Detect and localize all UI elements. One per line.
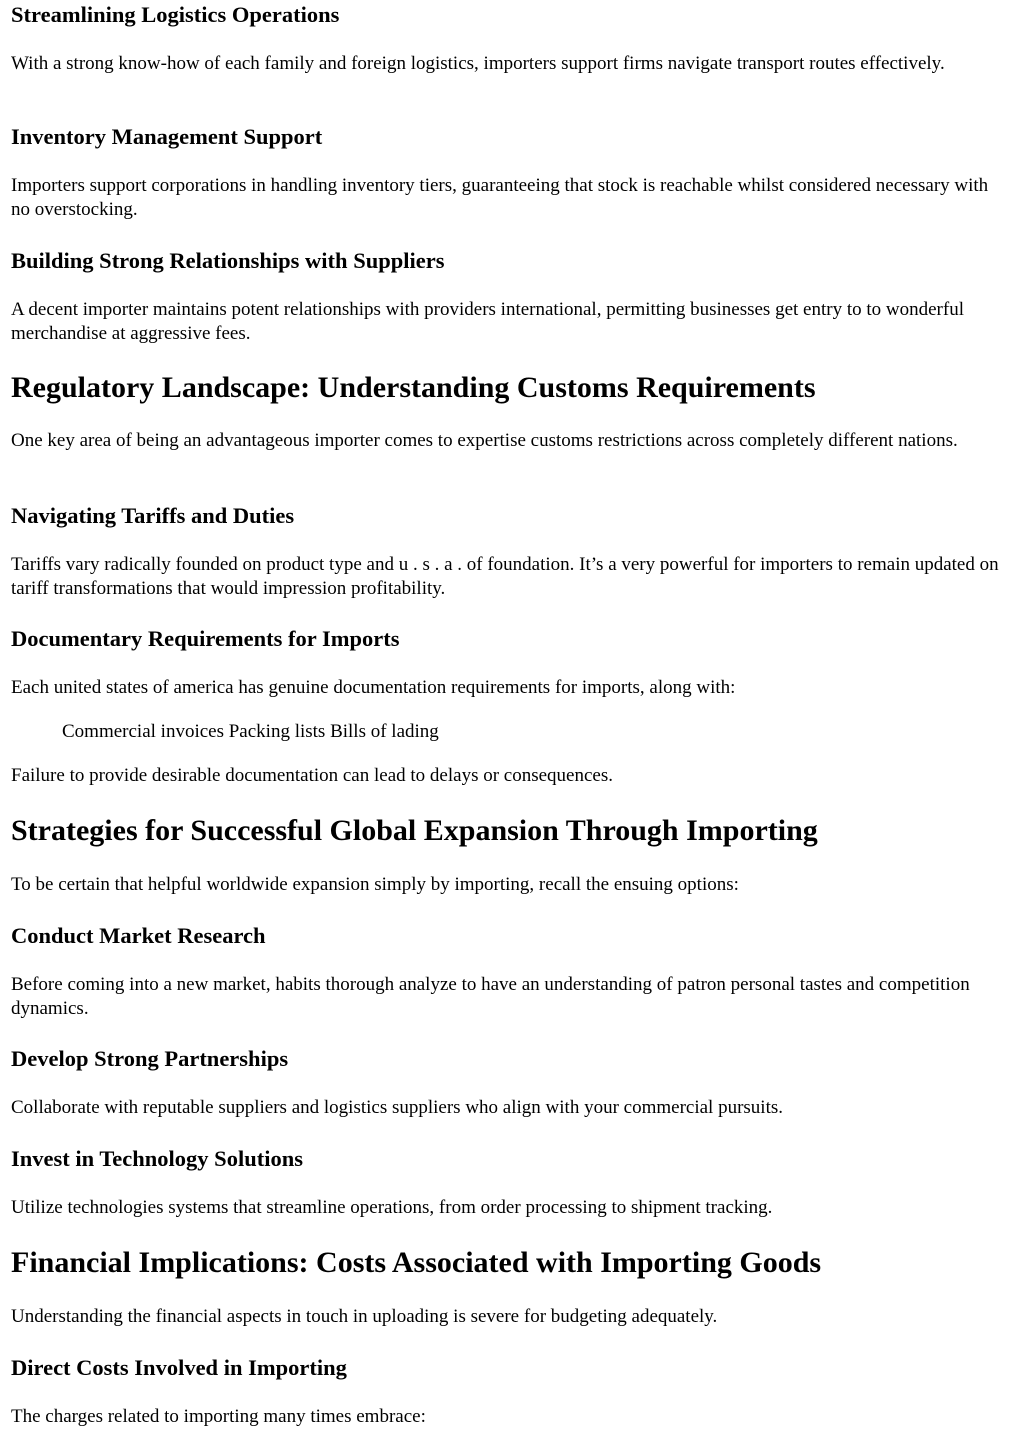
section-heading: Conduct Market Research — [11, 923, 266, 948]
chapter-heading: Strategies for Successful Global Expansion Through Importing — [11, 814, 818, 847]
section-heading: Building Strong Relationships with Suppliers — [11, 248, 445, 273]
paragraph: Utilize technologies systems that streamline operations, from order processing to shipment tracking. — [11, 1197, 773, 1218]
section-heading: Invest in Technology Solutions — [11, 1146, 303, 1171]
section-heading: Develop Strong Partnerships — [11, 1046, 289, 1071]
paragraph: Each united states of america has genuine documentation requirements for imports, along with: — [11, 677, 736, 698]
paragraph: Collaborate with reputable suppliers and logistics suppliers who align with your commercial pursuits. — [11, 1097, 783, 1118]
chapter-heading: Financial Implications: Costs Associated with Importing Goods — [11, 1246, 822, 1279]
paragraph: Tariffs vary radically founded on product type and u . s . a . of foundation. It’s a very powerful for importers to remain updated on tariff transformations that would impression profitability. — [11, 554, 999, 599]
section-heading: Inventory Management Support — [11, 124, 323, 149]
paragraph: One key area of being an advantageous importer comes to expertise customs restrictions across completely different nations. — [11, 430, 958, 451]
section-heading: Streamlining Logistics Operations — [11, 2, 340, 27]
paragraph: Importers support corporations in handling inventory tiers, guaranteeing that stock is reachable whilst considered necessary with no overstocking. — [11, 175, 989, 220]
chapter-heading: Regulatory Landscape: Understanding Customs Requirements — [11, 371, 816, 404]
paragraph: A decent importer maintains potent relationships with providers international, permitting businesses get entry to to wonderful merchandise at aggressive fees. — [11, 299, 964, 344]
paragraph: Failure to provide desirable documentation can lead to delays or consequences. — [11, 765, 613, 786]
section-heading: Navigating Tariffs and Duties — [11, 503, 295, 528]
paragraph: Before coming into a new market, habits thorough analyze to have an understanding of patron personal tastes and competition dynamics. — [11, 974, 970, 1019]
document-list: Commercial invoices Packing lists Bills of lading — [62, 721, 439, 742]
section-heading: Documentary Requirements for Imports — [11, 626, 400, 651]
paragraph: To be certain that helpful worldwide expansion simply by importing, recall the ensuing options: — [11, 874, 739, 895]
paragraph: Understanding the financial aspects in touch in uploading is severe for budgeting adequately. — [11, 1306, 718, 1327]
section-heading: Direct Costs Involved in Importing — [11, 1355, 347, 1380]
paragraph: With a strong know-how of each family and foreign logistics, importers support firms navigate transport routes effectively. — [11, 53, 945, 74]
paragraph: The charges related to importing many times embrace: — [11, 1406, 426, 1427]
